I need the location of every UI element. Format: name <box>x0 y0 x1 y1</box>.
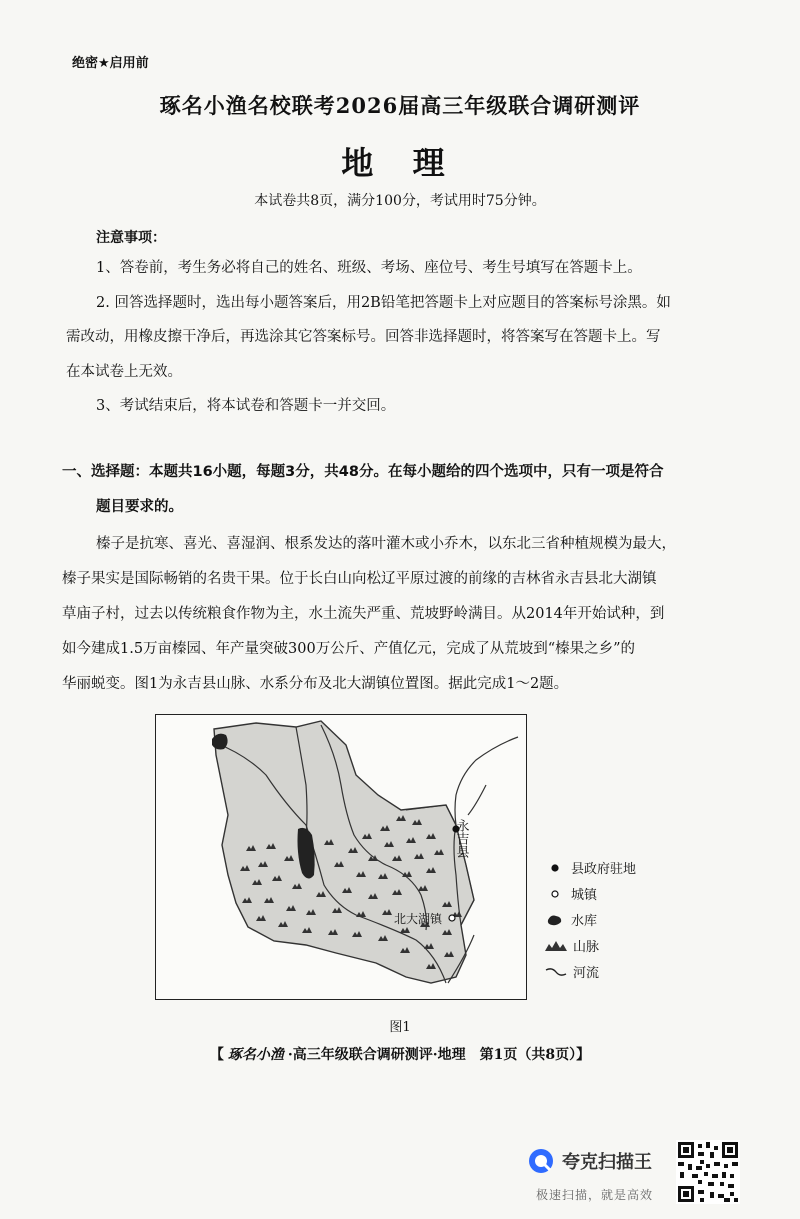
reservoir-icon <box>545 913 565 927</box>
town-label: 北大湖镇 <box>394 912 443 926</box>
notice-item-3: 3、考试结束后，将本试卷和答题卡一并交回。 <box>96 398 396 414</box>
notice-item-2-line-3: 在本试卷上无效。 <box>66 364 182 380</box>
county-seat-icon <box>545 861 565 875</box>
legend-label: 县政府驻地 <box>571 862 637 877</box>
town-icon <box>545 887 565 901</box>
subject-title: 地 理 <box>341 144 459 182</box>
notice-item-2-line-1: 2. 回答选择题时，选出每小题答案后，用2B铅笔把答题卡上对应题目的答案标号涂黑。如 <box>96 295 671 311</box>
town-marker <box>449 915 455 921</box>
legend-label: 山脉 <box>573 940 600 955</box>
county-boundary <box>214 721 474 983</box>
footer-bracket-open: 【 <box>209 1047 224 1063</box>
passage-line-5: 华丽蜕变。图1为永吉县山脉、水系分布及北大湖镇位置图。据此完成1～2题。 <box>62 676 569 692</box>
passage-line-3: 草庙子村，过去以传统粮食作物为主，水土流失严重、荒坡野岭满目。从2014年开始试种，到 <box>62 606 665 622</box>
section-heading-line-2: 题目要求的。 <box>96 499 183 515</box>
footer-text: ·高三年级联合调研测评·地理 第1页（共8页） <box>287 1047 577 1063</box>
legend-river <box>545 962 599 981</box>
legend-county-seat <box>545 858 636 877</box>
page-footer <box>0 1044 800 1064</box>
legend-mountain <box>545 936 599 955</box>
legend-town <box>545 884 597 903</box>
river-icon <box>545 965 567 979</box>
exam-info: 本试卷共8页，满分100分，考试用时75分钟。 <box>254 193 546 209</box>
legend-label: 河流 <box>573 966 600 981</box>
figure-caption: 图1 <box>389 1020 411 1035</box>
notice-item-2-line-2: 需改动，用橡皮擦干净后，再选涂其它答案标号。回答非选择题时，将答案写在答题卡上。写 <box>66 329 661 345</box>
passage-line-1: 榛子是抗寒、喜光、喜湿润、根系发达的落叶灌木或小乔木，以东北三省种植规模为最大， <box>96 536 676 552</box>
legend-reservoir <box>545 910 597 929</box>
section-heading-line-1: 一、选择题：本题共16小题，每题3分，共48分。在每小题给的四个选项中，只有一项是符合 <box>62 464 664 480</box>
scanner-logo-icon <box>528 1148 554 1174</box>
confidential-label: 绝密★启用前 <box>72 56 149 71</box>
notice-item-1: 1、答卷前，考生务必将自己的姓名、班级、考场、座位号、考生号填写在答题卡上。 <box>96 260 642 276</box>
scanner-watermark <box>528 1148 652 1174</box>
scanner-slogan: 极速扫描，就是高效 <box>536 1188 654 1202</box>
brand-logo: 琢名小渔 <box>227 1047 284 1063</box>
legend-label: 水库 <box>571 914 598 929</box>
qr-code-icon <box>676 1140 740 1204</box>
legend-label: 城镇 <box>571 888 598 903</box>
map-figure <box>155 714 527 1000</box>
county-label: 永吉县 <box>453 819 469 858</box>
passage-line-2: 榛子果实是国际畅销的名贵干果。位于长白山向松辽平原过渡的前缘的吉林省永吉县北大湖镇 <box>62 571 657 587</box>
notice-heading: 注意事项： <box>96 230 166 246</box>
scanner-name: 夸克扫描王 <box>562 1152 652 1173</box>
mountain-icon <box>545 939 567 953</box>
exam-title: 琢名小渔名校联考2026届高三年级联合调研测评 <box>159 93 641 118</box>
passage-line-4: 如今建成1.5万亩榛园、年产量突破300万公斤、产值亿元，完成了从荒坡到“榛果之乡”的 <box>62 641 636 657</box>
county-map <box>156 715 526 999</box>
footer-bracket-close: 】 <box>576 1047 591 1063</box>
